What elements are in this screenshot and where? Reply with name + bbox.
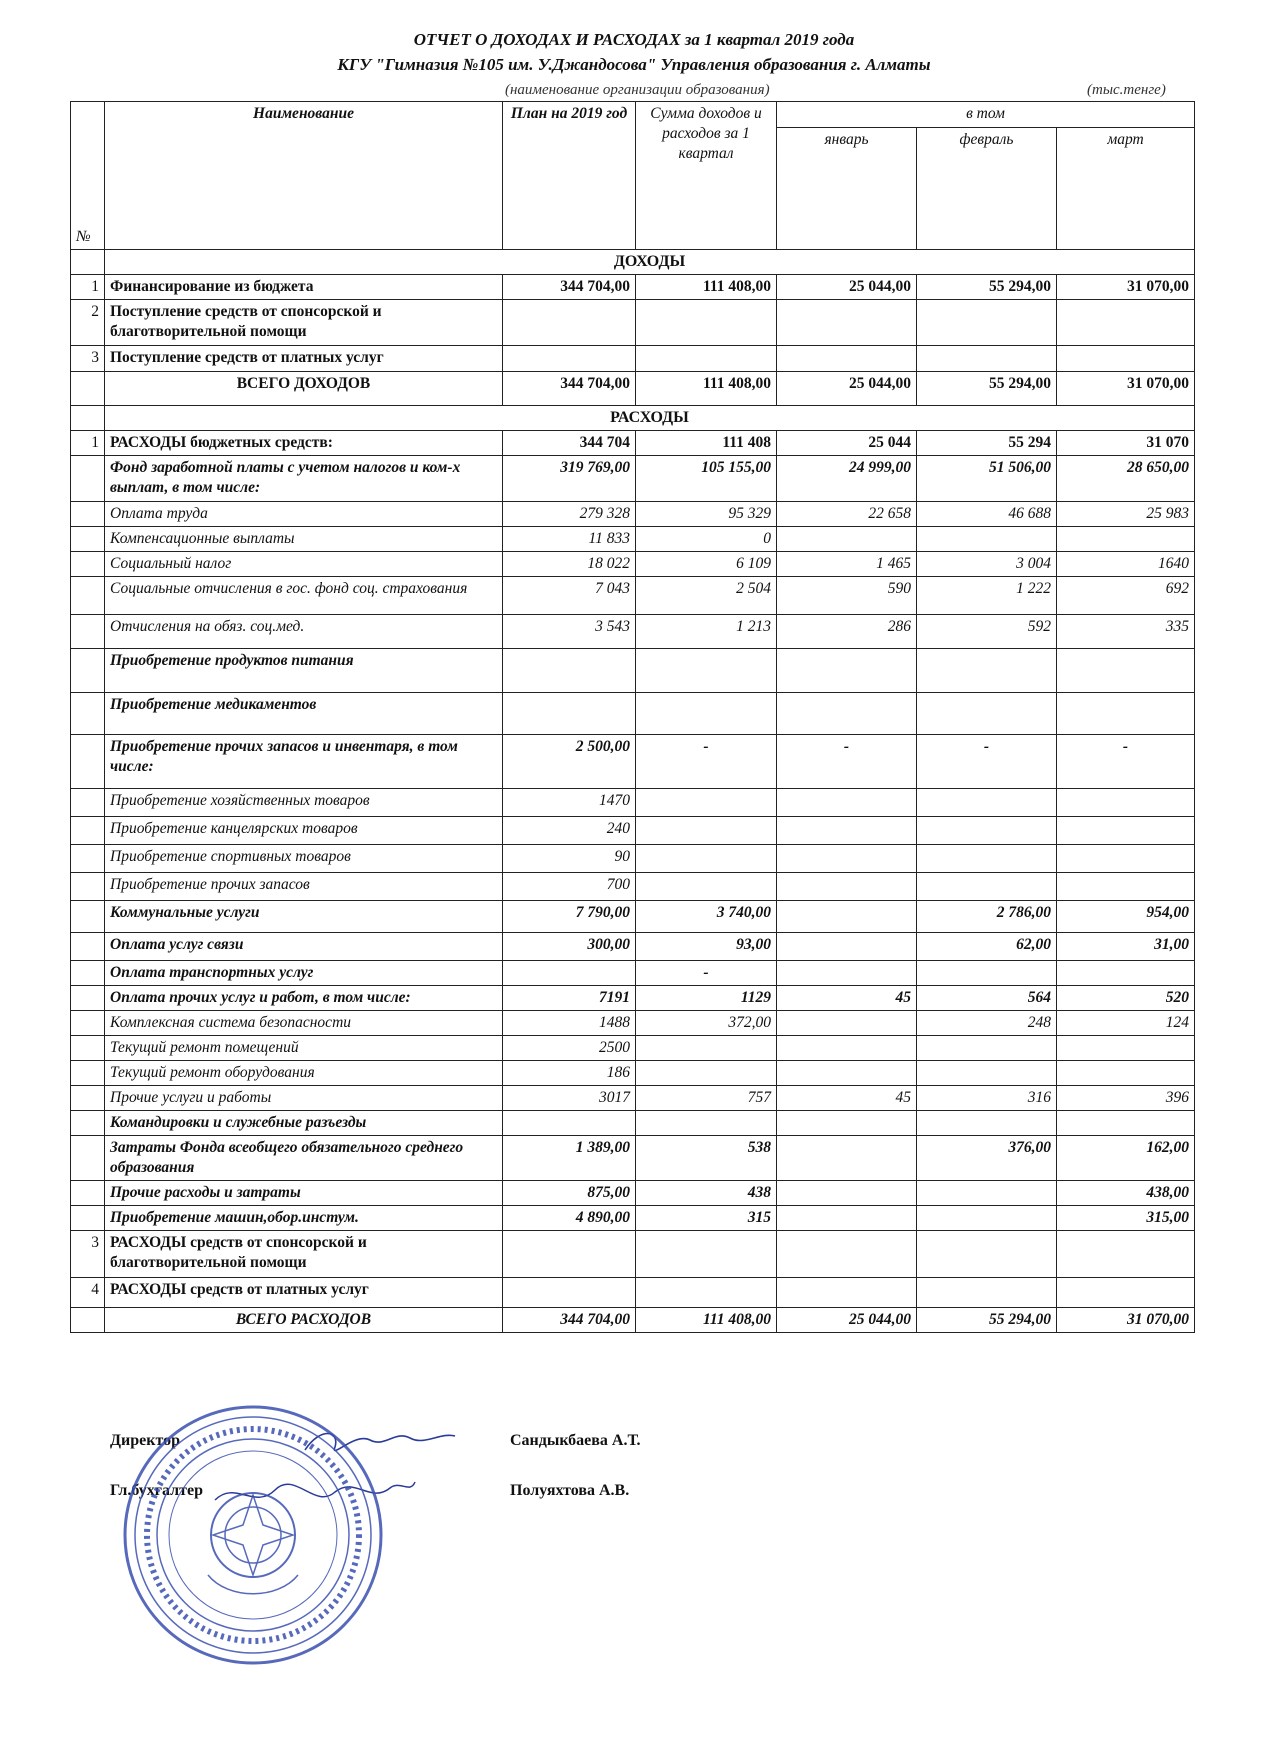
cell-feb: 55 294,00 [917, 1308, 1057, 1333]
row-name: Приобретение машин,обор.инстум. [105, 1206, 503, 1231]
cell-mar [1057, 1111, 1195, 1136]
table-row [71, 1061, 1195, 1086]
cell-jan [777, 693, 917, 735]
cell-sum: 1129 [636, 986, 777, 1011]
cell-feb [917, 961, 1057, 986]
cell-sum: 372,00 [636, 1011, 777, 1036]
row-number [71, 1308, 105, 1333]
cell-mar [1057, 649, 1195, 693]
cell-mar [1057, 1061, 1195, 1086]
cell-mar: 315,00 [1057, 1206, 1195, 1231]
row-name: Оплата прочих услуг и работ, в том числе: [105, 986, 503, 1011]
cell-plan: 1470 [503, 789, 636, 817]
table-row [71, 552, 1195, 577]
cell-plan: 2 500,00 [503, 735, 636, 789]
cell-jan: 25 044,00 [777, 1308, 917, 1333]
table-row [71, 577, 1195, 615]
cell-feb: 62,00 [917, 933, 1057, 961]
cell-jan: 45 [777, 986, 917, 1011]
cell-feb [917, 300, 1057, 346]
row-name: Приобретение продуктов питания [105, 649, 503, 693]
row-name: Прочие услуги и работы [105, 1086, 503, 1111]
cell-plan [503, 1278, 636, 1308]
cell-feb: 316 [917, 1086, 1057, 1111]
cell-jan: 25 044,00 [777, 275, 917, 300]
row-name: Приобретение прочих запасов и инвентаря, в том числе: [105, 735, 503, 789]
row-name: Затраты Фонда всеобщего обязательного среднего образования [105, 1136, 503, 1181]
cell-sum [636, 649, 777, 693]
cell-sum: 105 155,00 [636, 456, 777, 502]
row-name: Поступление средств от платных услуг [105, 346, 503, 372]
table-row [71, 649, 1195, 693]
cell-sum [636, 817, 777, 845]
cell-feb [917, 1111, 1057, 1136]
row-name: Оплата труда [105, 502, 503, 527]
table-row [71, 300, 1195, 346]
cell-sum [636, 346, 777, 372]
row-number [71, 372, 105, 406]
cell-feb [917, 1206, 1057, 1231]
cell-feb: 564 [917, 986, 1057, 1011]
column-header-no: № [71, 102, 105, 250]
table-row [71, 615, 1195, 649]
cell-feb [917, 1061, 1057, 1086]
cell-sum [636, 873, 777, 901]
table-row [71, 1206, 1195, 1231]
row-number [71, 789, 105, 817]
row-name: РАСХОДЫ средств от спонсорской и благотворительной помощи [105, 1231, 503, 1278]
row-name: Фонд заработной платы с учетом налогов и ком-х выплат, в том числе: [105, 456, 503, 502]
row-number [71, 1086, 105, 1111]
column-header-jan: январь [777, 128, 917, 250]
cell-plan: 240 [503, 817, 636, 845]
cell-plan: 1 389,00 [503, 1136, 636, 1181]
cell-jan [777, 649, 917, 693]
cell-jan [777, 933, 917, 961]
cell-plan: 7 790,00 [503, 901, 636, 933]
cell-jan [777, 527, 917, 552]
table-row [71, 1181, 1195, 1206]
table-row [71, 1011, 1195, 1036]
cell-mar [1057, 873, 1195, 901]
cell-plan: 7191 [503, 986, 636, 1011]
accountant-label: Гл.бухгалтер [110, 1482, 203, 1499]
cell-mar: 520 [1057, 986, 1195, 1011]
cell-sum: - [636, 961, 777, 986]
row-name: РАСХОДЫ средств от платных услуг [105, 1278, 503, 1308]
cell-plan [503, 1231, 636, 1278]
cell-sum [636, 300, 777, 346]
table-row [71, 275, 1195, 300]
table-row [71, 933, 1195, 961]
cell-jan [777, 1181, 917, 1206]
report-table [70, 101, 1195, 1333]
cell-sum: 111 408,00 [636, 1308, 777, 1333]
section-spacer [71, 406, 105, 431]
cell-feb: 248 [917, 1011, 1057, 1036]
cell-jan [777, 1278, 917, 1308]
cell-sum: 0 [636, 527, 777, 552]
cell-mar [1057, 961, 1195, 986]
section-title: РАСХОДЫ [105, 406, 1195, 431]
cell-plan: 11 833 [503, 527, 636, 552]
cell-feb [917, 845, 1057, 873]
table-row [71, 986, 1195, 1011]
cell-mar: 31 070 [1057, 431, 1195, 456]
table-header-row [71, 102, 1195, 128]
row-name: Поступление средств от спонсорской и благотворительной помощи [105, 300, 503, 346]
cell-feb: 55 294,00 [917, 275, 1057, 300]
row-name: Приобретение канцелярских товаров [105, 817, 503, 845]
row-name: Оплата транспортных услуг [105, 961, 503, 986]
cell-mar: 28 650,00 [1057, 456, 1195, 502]
cell-mar [1057, 527, 1195, 552]
cell-mar: 162,00 [1057, 1136, 1195, 1181]
cell-feb [917, 789, 1057, 817]
cell-mar: 438,00 [1057, 1181, 1195, 1206]
row-name: Текущий ремонт оборудования [105, 1061, 503, 1086]
cell-mar [1057, 789, 1195, 817]
row-name: Приобретение хозяйственных товаров [105, 789, 503, 817]
cell-feb: 376,00 [917, 1136, 1057, 1181]
cell-sum: 3 740,00 [636, 901, 777, 933]
row-number [71, 456, 105, 502]
cell-sum: 111 408,00 [636, 275, 777, 300]
cell-mar: 1640 [1057, 552, 1195, 577]
cell-sum: 315 [636, 1206, 777, 1231]
cell-sum: 2 504 [636, 577, 777, 615]
cell-feb: 2 786,00 [917, 901, 1057, 933]
cell-plan: 344 704,00 [503, 1308, 636, 1333]
table-row [71, 431, 1195, 456]
table-row [71, 456, 1195, 502]
income-section-row [71, 250, 1195, 275]
row-number [71, 502, 105, 527]
table-row [71, 789, 1195, 817]
row-number: 4 [71, 1278, 105, 1308]
cell-plan: 344 704,00 [503, 275, 636, 300]
cell-jan: 22 658 [777, 502, 917, 527]
cell-mar: 954,00 [1057, 901, 1195, 933]
cell-feb [917, 817, 1057, 845]
row-name: ВСЕГО ДОХОДОВ [105, 372, 503, 406]
row-number [71, 1206, 105, 1231]
table-row [71, 502, 1195, 527]
table-row [71, 1136, 1195, 1181]
report-title: ОТЧЕТ О ДОХОДАХ И РАСХОДАХ за 1 квартал 2019 года [413, 30, 855, 49]
cell-jan [777, 1136, 917, 1181]
cell-jan [777, 1231, 917, 1278]
row-number: 1 [71, 431, 105, 456]
cell-sum: 538 [636, 1136, 777, 1181]
section-spacer [71, 250, 105, 275]
row-name: Компенсационные выплаты [105, 527, 503, 552]
cell-feb [917, 527, 1057, 552]
row-number [71, 986, 105, 1011]
row-name: Приобретение медикаментов [105, 693, 503, 735]
row-number [71, 527, 105, 552]
cell-jan: 25 044 [777, 431, 917, 456]
cell-plan: 1488 [503, 1011, 636, 1036]
cell-sum: 438 [636, 1181, 777, 1206]
row-number [71, 901, 105, 933]
organization-caption: (наименование организации образования) [505, 82, 770, 98]
table-row [71, 1036, 1195, 1061]
row-number: 1 [71, 275, 105, 300]
cell-plan: 344 704,00 [503, 372, 636, 406]
cell-jan: 25 044,00 [777, 372, 917, 406]
cell-sum: - [636, 735, 777, 789]
cell-mar: 31,00 [1057, 933, 1195, 961]
cell-jan [777, 873, 917, 901]
row-number: 3 [71, 1231, 105, 1278]
cell-mar: 124 [1057, 1011, 1195, 1036]
cell-plan [503, 1111, 636, 1136]
cell-jan [777, 1011, 917, 1036]
cell-jan [777, 817, 917, 845]
cell-jan: - [777, 735, 917, 789]
row-name: Прочие расходы и затраты [105, 1181, 503, 1206]
cell-mar: - [1057, 735, 1195, 789]
cell-mar [1057, 1278, 1195, 1308]
cell-feb: 46 688 [917, 502, 1057, 527]
cell-mar: 31 070,00 [1057, 1308, 1195, 1333]
cell-feb [917, 873, 1057, 901]
column-header-feb: февраль [917, 128, 1057, 250]
cell-mar: 31 070,00 [1057, 275, 1195, 300]
cell-plan: 700 [503, 873, 636, 901]
official-stamp [118, 1400, 388, 1670]
cell-sum: 111 408 [636, 431, 777, 456]
row-number [71, 735, 105, 789]
cell-plan [503, 300, 636, 346]
table-row [71, 817, 1195, 845]
cell-feb [917, 693, 1057, 735]
table-row [71, 901, 1195, 933]
cell-plan: 319 769,00 [503, 456, 636, 502]
cell-plan: 3 543 [503, 615, 636, 649]
table-row [71, 527, 1195, 552]
cell-mar [1057, 693, 1195, 735]
row-number [71, 817, 105, 845]
column-header-plan: План на 2019 год [503, 102, 636, 250]
cell-plan: 875,00 [503, 1181, 636, 1206]
cell-sum [636, 845, 777, 873]
cell-sum: 95 329 [636, 502, 777, 527]
cell-feb: 55 294 [917, 431, 1057, 456]
cell-sum: 6 109 [636, 552, 777, 577]
cell-feb: 1 222 [917, 577, 1057, 615]
organization-name: КГУ "Гимназия №105 им. У.Джандосова" Управления образования г. Алматы [337, 55, 931, 74]
row-number: 2 [71, 300, 105, 346]
cell-jan [777, 1111, 917, 1136]
cell-plan [503, 649, 636, 693]
row-number [71, 873, 105, 901]
cell-mar: 335 [1057, 615, 1195, 649]
cell-plan: 18 022 [503, 552, 636, 577]
row-name: Приобретение спортивных товаров [105, 845, 503, 873]
row-number [71, 1181, 105, 1206]
cell-plan: 3017 [503, 1086, 636, 1111]
cell-mar [1057, 817, 1195, 845]
row-name: Коммунальные услуги [105, 901, 503, 933]
row-number [71, 577, 105, 615]
cell-mar: 25 983 [1057, 502, 1195, 527]
row-number [71, 1036, 105, 1061]
cell-jan [777, 961, 917, 986]
cell-feb: 592 [917, 615, 1057, 649]
total-row [71, 1308, 1195, 1333]
cell-mar [1057, 1231, 1195, 1278]
cell-plan: 90 [503, 845, 636, 873]
row-name: Комплексная система безопасности [105, 1011, 503, 1036]
cell-mar [1057, 300, 1195, 346]
accountant-name: Полуяхтова А.В. [510, 1482, 630, 1499]
row-number [71, 693, 105, 735]
cell-sum [636, 1231, 777, 1278]
column-header-mar: март [1057, 128, 1195, 250]
cell-sum [636, 1278, 777, 1308]
cell-plan: 4 890,00 [503, 1206, 636, 1231]
row-name: Оплата услуг связи [105, 933, 503, 961]
row-number [71, 1111, 105, 1136]
cell-sum [636, 1036, 777, 1061]
cell-plan [503, 346, 636, 372]
expenses-section-row [71, 406, 1195, 431]
cell-plan: 7 043 [503, 577, 636, 615]
cell-sum: 111 408,00 [636, 372, 777, 406]
row-number [71, 1061, 105, 1086]
cell-jan [777, 346, 917, 372]
report-table-body [71, 102, 1195, 1333]
cell-sum: 757 [636, 1086, 777, 1111]
cell-plan [503, 961, 636, 986]
cell-sum: 1 213 [636, 615, 777, 649]
cell-sum [636, 1111, 777, 1136]
cell-plan [503, 693, 636, 735]
table-row [71, 1278, 1195, 1308]
director-label: Директор [110, 1432, 180, 1449]
cell-plan: 300,00 [503, 933, 636, 961]
cell-sum [636, 693, 777, 735]
cell-jan [777, 1206, 917, 1231]
cell-sum [636, 789, 777, 817]
row-name: Отчисления на обяз. соц.мед. [105, 615, 503, 649]
row-number [71, 1136, 105, 1181]
cell-mar [1057, 845, 1195, 873]
cell-plan: 279 328 [503, 502, 636, 527]
cell-feb [917, 649, 1057, 693]
table-row [71, 1086, 1195, 1111]
row-number [71, 649, 105, 693]
table-row [71, 961, 1195, 986]
cell-feb [917, 1278, 1057, 1308]
cell-feb [917, 1036, 1057, 1061]
cell-feb: 3 004 [917, 552, 1057, 577]
row-name: Командировки и служебные разъезды [105, 1111, 503, 1136]
cell-jan: 590 [777, 577, 917, 615]
cell-jan [777, 901, 917, 933]
row-name: Социальный налог [105, 552, 503, 577]
director-name: Сандыкбаева А.Т. [510, 1432, 641, 1449]
cell-jan: 286 [777, 615, 917, 649]
table-row [71, 873, 1195, 901]
table-row [71, 346, 1195, 372]
row-name: Текущий ремонт помещений [105, 1036, 503, 1061]
cell-jan: 45 [777, 1086, 917, 1111]
row-number [71, 961, 105, 986]
cell-jan [777, 300, 917, 346]
column-header-name: Наименование [105, 102, 503, 250]
cell-feb: 55 294,00 [917, 372, 1057, 406]
row-number [71, 1011, 105, 1036]
table-row [71, 1111, 1195, 1136]
total-row [71, 372, 1195, 406]
cell-jan: 1 465 [777, 552, 917, 577]
cell-mar [1057, 346, 1195, 372]
table-row [71, 693, 1195, 735]
table-row [71, 735, 1195, 789]
units-caption: (тыс.тенге) [1087, 82, 1166, 98]
section-title: ДОХОДЫ [105, 250, 1195, 275]
cell-sum [636, 1061, 777, 1086]
row-number [71, 615, 105, 649]
cell-feb: 51 506,00 [917, 456, 1057, 502]
row-name: Социальные отчисления в гос. фонд соц. страхования [105, 577, 503, 615]
cell-feb [917, 1181, 1057, 1206]
cell-jan: 24 999,00 [777, 456, 917, 502]
column-header-group: в том [777, 102, 1195, 128]
table-row [71, 845, 1195, 873]
cell-feb: - [917, 735, 1057, 789]
row-name: ВСЕГО РАСХОДОВ [105, 1308, 503, 1333]
row-number [71, 933, 105, 961]
table-row [71, 1231, 1195, 1278]
column-header-sum: Сумма доходов и расходов за 1 квартал [636, 102, 777, 250]
cell-feb [917, 346, 1057, 372]
row-number [71, 552, 105, 577]
cell-jan [777, 789, 917, 817]
cell-jan [777, 845, 917, 873]
row-number [71, 845, 105, 873]
row-number: 3 [71, 346, 105, 372]
row-name: РАСХОДЫ бюджетных средств: [105, 431, 503, 456]
cell-plan: 2500 [503, 1036, 636, 1061]
cell-plan: 344 704 [503, 431, 636, 456]
cell-jan [777, 1036, 917, 1061]
row-name: Финансирование из бюджета [105, 275, 503, 300]
row-name: Приобретение прочих запасов [105, 873, 503, 901]
cell-plan: 186 [503, 1061, 636, 1086]
cell-mar: 31 070,00 [1057, 372, 1195, 406]
cell-mar: 396 [1057, 1086, 1195, 1111]
cell-mar [1057, 1036, 1195, 1061]
cell-jan [777, 1061, 917, 1086]
cell-feb [917, 1231, 1057, 1278]
cell-sum: 93,00 [636, 933, 777, 961]
cell-mar: 692 [1057, 577, 1195, 615]
